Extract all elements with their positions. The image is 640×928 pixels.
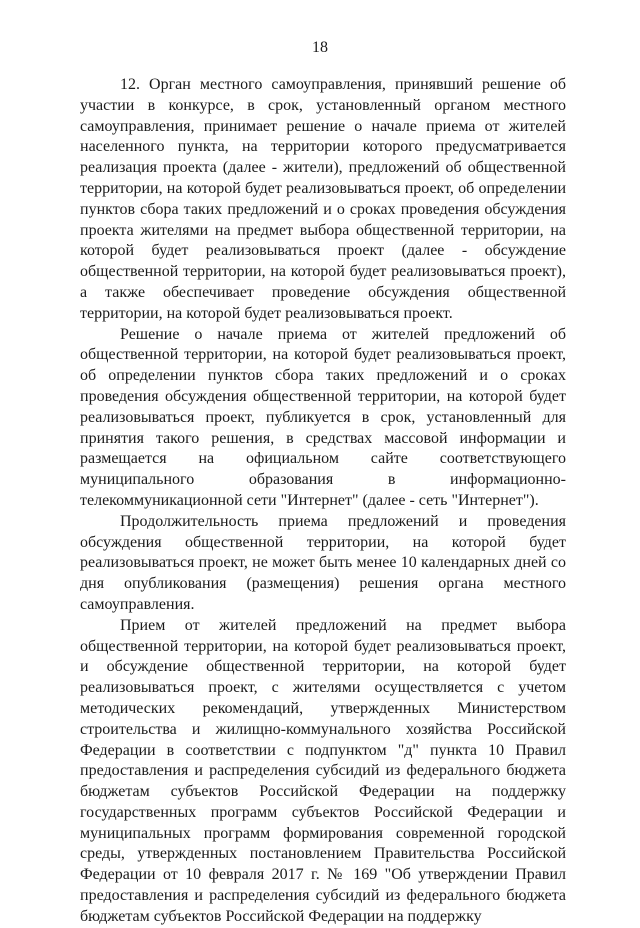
paragraph-duration: Продолжительность приема предложений и проведения обсуждения общественной территории, на которой будет реализовываться проект, не может быть менее 10 календарных дней со дня опубликования (размещения) решения органа местного самоуправления. [80, 512, 566, 613]
paragraph-item-12: 12. Орган местного самоуправления, принявший решение об участии в конкурсе, в срок, установленный органом местного самоуправления, принимает решение о начале приема от жителей населенного пункта, на территории которого предусматривается реализация проекта (далее - жители), предложений об общественной территории, на которой будет реализовываться проект, об определении пунктов сбора таких предложений и о сроках проведения обсуждения проекта жителями на предмет выбора общественной территории, на которой будет реализовываться проект (далее - обсуждение общественной территории, на которой будет реализовываться проект), а также обеспечивает проведение обсуждения общественной территории, на которой будет реализовываться проект. [80, 76, 566, 322]
paragraph-reception-of-proposals: Прием от жителей предложений на предмет выбора общественной территории, на которой будет реализовываться проект, и обсуждение общественной территории, на которой будет реализовываться проект, с жителями осуществляется с учетом методических рекомендаций, утвержденных Министерством строительства и жилищно-коммунального хозяйства Российской Федерации в соответствии с подпунктом "д" пункта 10 Правил предоставления и распределения субсидий из федерального бюджета бюджетам субъектов Российской Федерации на поддержку государственных программ субъектов Российской Федерации и муниципальных программ формирования современной городской среды, утвержденных постановлением Правительства Российской Федерации от 10 февраля 2017 г. № 169 "Об утверждении Правил предоставления и распределения субсидий из федерального бюджета бюджетам субъектов Российской Федерации на поддержку [80, 616, 566, 925]
document-body [80, 75, 566, 928]
page-number: 18 [312, 39, 328, 56]
paragraph-decision-publication: Решение о начале приема от жителей предложений об общественной территории, на которой будет реализовываться проект, об определении пунктов сбора таких предложений и о сроках проведения обсуждения общественной территории, на которой будет реализовываться проект, публикуется в срок, установленный для принятия такого решения, в средствах массовой информации и размещается на официальном сайте соответствующего муниципального образования в информационно-телекоммуникационной сети "Интернет" (далее - сеть "Интернет"). [80, 325, 566, 509]
